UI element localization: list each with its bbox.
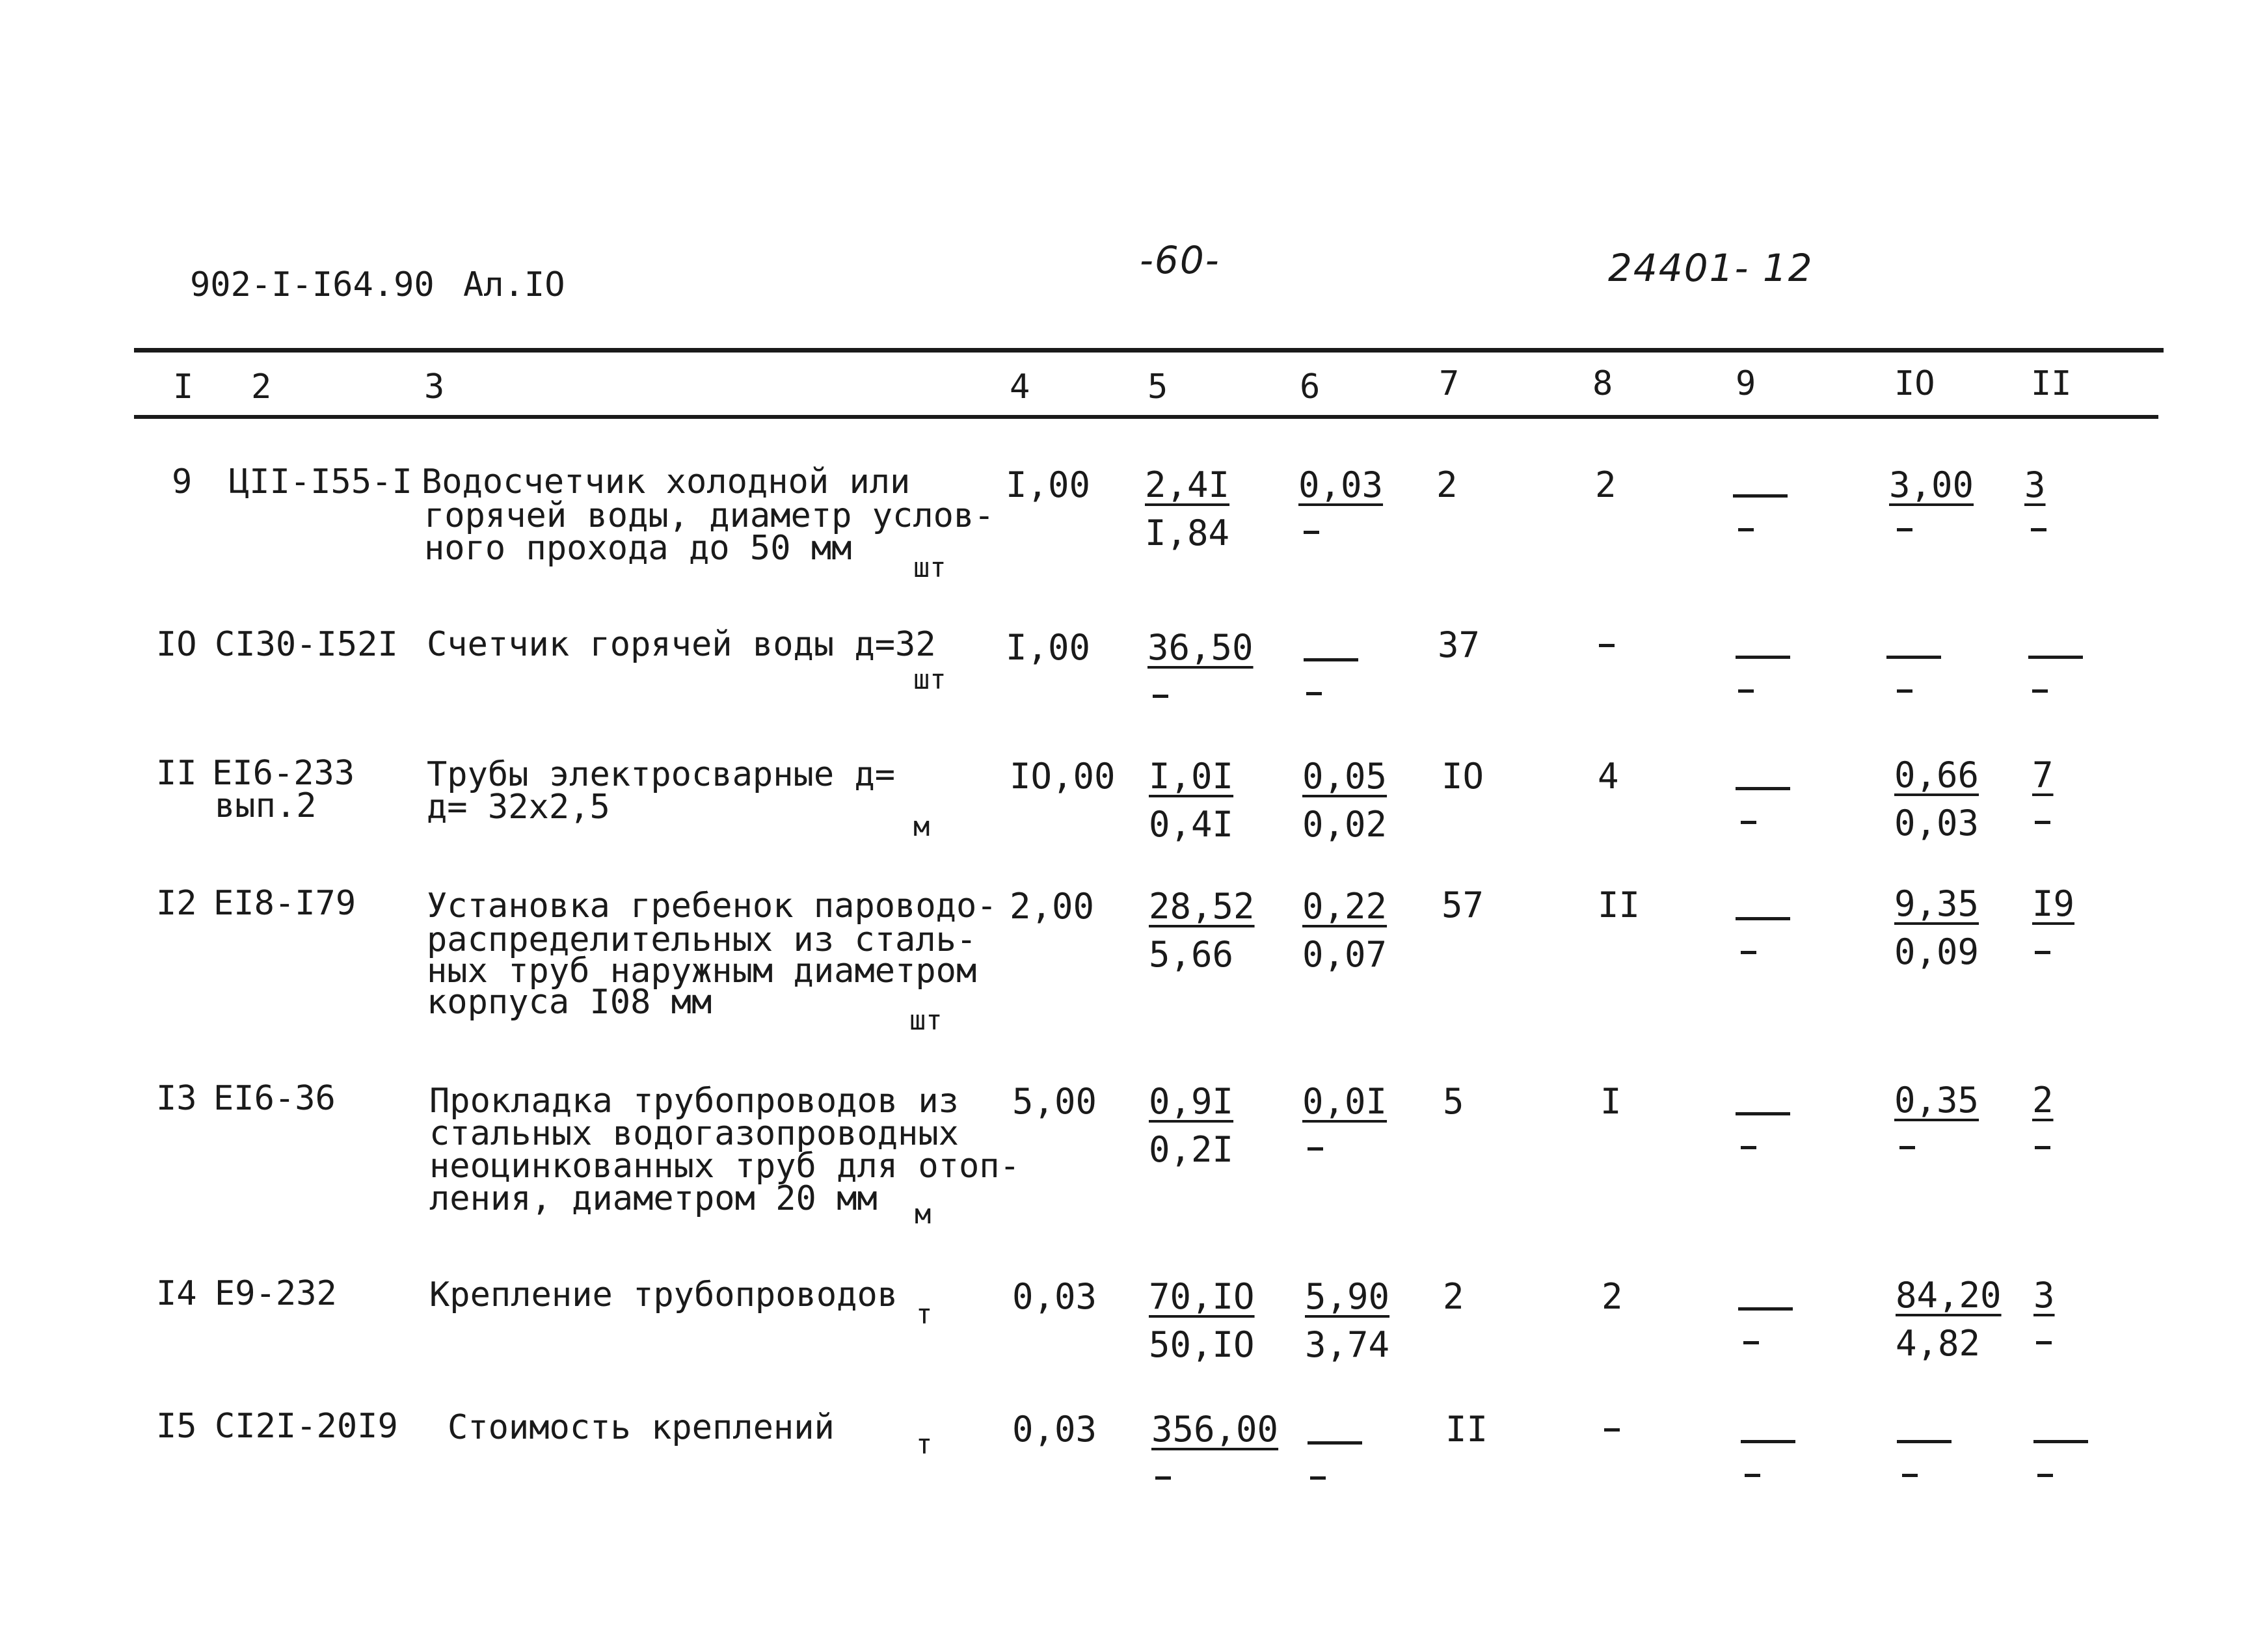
description-line: Водосчетчик холодной или [422,462,911,501]
col-header-3: 3 [424,367,445,406]
col-header-5: 5 [1147,367,1168,406]
col-header-10: IO [1894,364,1935,403]
row-number: II [156,754,197,793]
empty-dash [2037,1474,2053,1477]
empty-dash [1745,1474,1760,1477]
empty-underline [1741,1440,1795,1443]
labor-machinist-unit: 4,82 [1896,1323,1981,1364]
description-line: неоцинкованных труб для отоп- [429,1147,1020,1186]
wages-total: I [1600,1081,1622,1122]
empty-underline [1738,1307,1793,1311]
labor-total: 7 [2032,754,2054,795]
unit-cost-wages: 5,66 [1149,934,1234,975]
row-number: 9 [172,462,193,501]
empty-underline [1736,787,1790,790]
labor-total: 3 [2024,464,2046,505]
doc-code: 902-I-I64.90 [190,265,435,304]
description-line: Счетчик горячей воды д=32 [427,625,936,664]
col-header-1: I [173,367,194,406]
empty-dash [1599,644,1615,647]
empty-underline [1736,656,1790,659]
total-cost: II [1445,1409,1488,1450]
row-number: I5 [156,1407,197,1446]
norm-code: CI30-I52I [215,625,398,664]
table-top-rule [134,348,2164,353]
empty-dash [1304,531,1319,534]
empty-underline [1304,658,1358,661]
empty-dash [1741,951,1756,954]
unit-of-measure: м [913,810,930,842]
unit-cost-machinist-wages: 3,74 [1305,1324,1390,1365]
quantity: IO,00 [1010,756,1116,797]
row-number: IO [156,625,197,664]
description-line: ления, диаметром 20 мм [429,1179,878,1218]
labor-unit: 84,20 [1896,1275,2002,1316]
total-cost: 2 [1436,464,1458,505]
description-line: Стоимость креплений [448,1408,835,1447]
description-line: горячей воды, диаметр услов- [424,496,995,535]
description-line: Крепление трубопроводов [429,1275,898,1314]
empty-underline [2028,656,2083,659]
quantity: I,00 [1006,464,1091,505]
empty-dash [1738,528,1754,531]
unit-cost-wages: I,84 [1145,513,1230,553]
unit-of-measure: т [916,1298,933,1330]
unit-of-measure: м [915,1198,932,1230]
col-header-8: 8 [1592,364,1613,403]
wages-total: II [1598,885,1641,926]
unit-cost-machines: 0,03 [1298,464,1384,505]
col-header-6: 6 [1300,367,1321,406]
norm-code: EI8-I79 [213,884,356,923]
norm-code: EI6-233 [212,754,355,793]
unit-cost-machines: 0,22 [1302,886,1388,927]
sheet-label: Ал.IO [463,265,565,304]
description-line: ного прохода до 50 мм [424,529,852,568]
empty-dash [2035,821,2050,824]
unit-of-measure: т [916,1428,933,1460]
row-number: I3 [156,1079,197,1118]
empty-dash [1741,1146,1756,1149]
col-header-2: 2 [251,367,272,406]
unit-cost-machinist-wages: 0,07 [1302,934,1388,975]
unit-cost-machines: 0,0I [1302,1081,1388,1122]
total-cost: 57 [1442,885,1484,926]
project-number: 24401- 12 [1608,246,1814,290]
col-header-11: II [2031,364,2072,403]
unit-cost-machinist-wages: 0,02 [1302,804,1388,845]
unit-cost-total: 356,00 [1151,1409,1279,1450]
empty-underline [1736,1112,1790,1115]
empty-underline [1308,1441,1362,1445]
empty-underline [1897,1440,1952,1443]
unit-cost-total: 2,4I [1145,464,1230,505]
empty-dash [1604,1428,1620,1432]
unit-cost-machines: 0,05 [1302,756,1388,797]
quantity: 0,03 [1012,1276,1097,1317]
empty-underline [1886,656,1941,659]
labor-total: 2 [2032,1080,2054,1121]
empty-dash [2035,951,2050,954]
total-cost: 5 [1443,1081,1464,1122]
unit-of-measure: шт [913,552,946,583]
unit-cost-total: 36,50 [1147,627,1254,668]
empty-dash [1153,695,1168,698]
empty-dash [1897,689,1912,693]
norm-code: EI6-36 [213,1079,336,1118]
empty-dash [1743,1341,1759,1344]
empty-underline [1733,494,1788,498]
wages-total: 2 [1595,464,1616,505]
empty-dash [1155,1476,1171,1480]
empty-dash [1902,1474,1918,1477]
norm-code-variant: вып.2 [215,786,317,825]
unit-of-measure: шт [913,663,946,695]
total-cost: 2 [1443,1276,1464,1317]
description-line: Установка гребенок пароводо- [427,886,997,926]
empty-underline [2033,1440,2088,1443]
unit-cost-total: I,0I [1149,756,1234,797]
empty-dash [1306,692,1322,695]
description-line: стальных водогазопроводных [429,1114,959,1153]
norm-code: E9-232 [215,1274,337,1313]
labor-total: 3 [2033,1275,2055,1316]
empty-dash [1741,821,1756,824]
unit-cost-total: 70,IO [1149,1276,1255,1317]
unit-of-measure: шт [909,1004,943,1036]
labor-machinist-unit: 0,09 [1894,931,1979,972]
col-header-7: 7 [1439,364,1460,403]
empty-dash [1738,689,1754,693]
norm-code: ЦII-I55-I [229,462,412,501]
description-line: корпуса I08 мм [427,983,712,1022]
quantity: 0,03 [1012,1409,1097,1450]
quantity: 5,00 [1012,1081,1097,1122]
labor-unit: 0,66 [1894,754,1979,795]
empty-dash [2032,689,2048,693]
total-cost: 37 [1438,624,1481,665]
description-line: Прокладка трубопроводов из [429,1082,959,1121]
unit-cost-total: 0,9I [1149,1081,1234,1122]
empty-underline [1736,917,1790,920]
page-number: -60- [1140,238,1220,282]
wages-total: 4 [1598,756,1619,797]
quantity: I,00 [1006,627,1091,668]
description-line: ных труб наружным диаметром [427,952,977,991]
row-number: I2 [156,884,197,923]
unit-cost-wages: 50,IO [1149,1324,1255,1365]
description-line: распределительных из сталь- [427,920,977,959]
row-number: I4 [156,1274,197,1313]
empty-dash [1308,1147,1323,1151]
norm-code: CI2I-20I9 [215,1407,398,1446]
empty-dash [2036,1341,2052,1344]
quantity: 2,00 [1010,886,1095,927]
labor-machinist-unit: 0,03 [1894,803,1979,844]
unit-cost-total: 28,52 [1149,886,1255,927]
empty-dash [1897,528,1912,531]
col-header-4: 4 [1010,367,1030,406]
empty-dash [1899,1146,1915,1149]
empty-dash [2031,528,2046,531]
labor-unit: 0,35 [1894,1080,1979,1121]
total-cost: IO [1442,756,1484,797]
table-header-rule [134,415,2158,419]
unit-cost-wages: 0,4I [1149,804,1234,845]
unit-cost-machines: 5,90 [1305,1276,1390,1317]
wages-total: 2 [1602,1276,1623,1317]
description-line: Трубы электросварные д= [427,755,896,794]
col-header-9: 9 [1736,364,1756,403]
description-line: д= 32х2,5 [427,788,610,827]
labor-unit: 3,00 [1889,464,1974,505]
empty-dash [1310,1476,1326,1480]
unit-cost-wages: 0,2I [1149,1129,1234,1170]
empty-dash [2035,1146,2050,1149]
labor-total: I9 [2032,883,2075,924]
labor-unit: 9,35 [1894,883,1979,924]
